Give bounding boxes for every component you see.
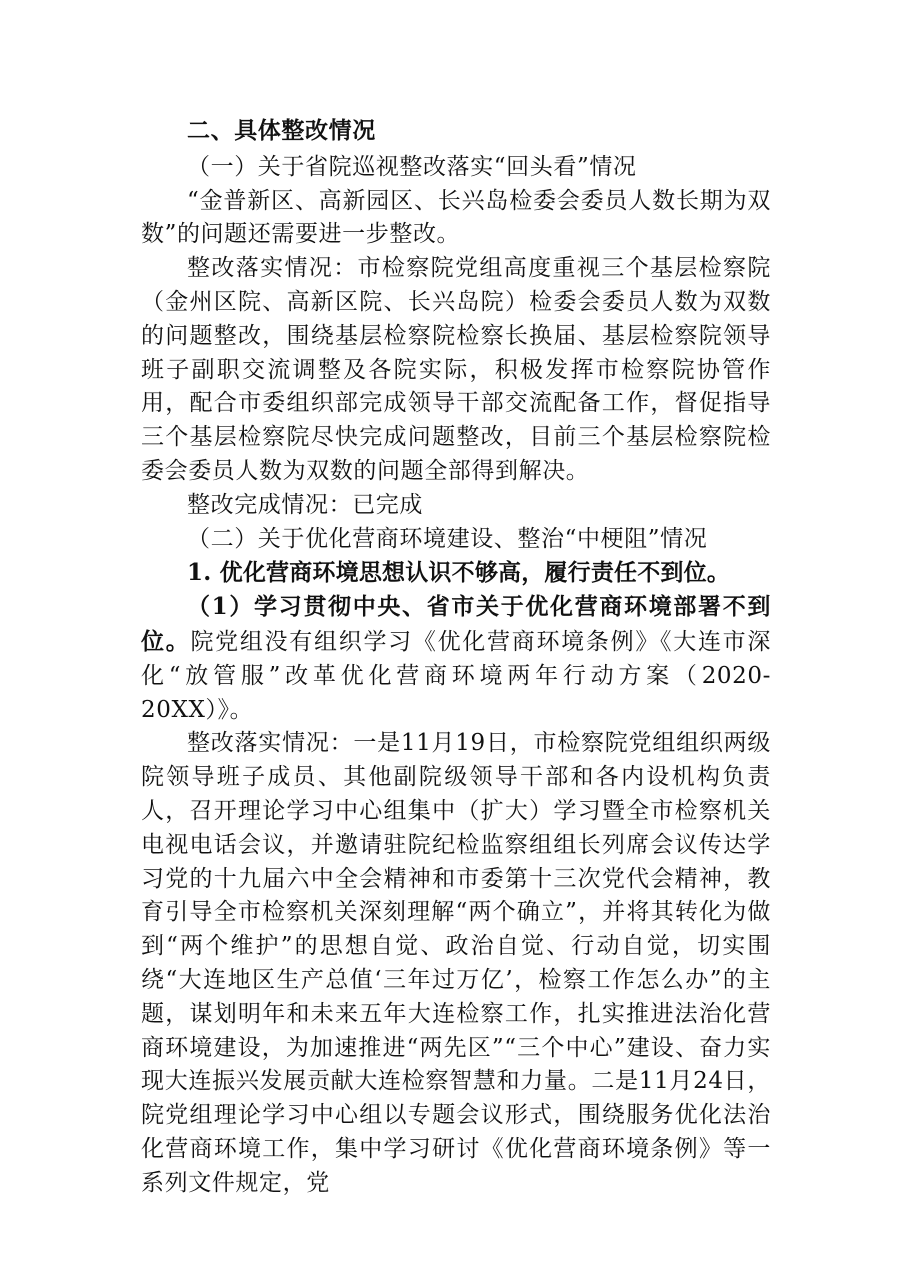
point-1-1-title: （1）学习贯彻中央、省市关于优化营商环境部署不到位。 [141, 593, 771, 655]
completion-status-1: 整改完成情况：已完成 [187, 491, 423, 518]
document-body [141, 113, 771, 1201]
subsection-title-2: （二）关于优化营商环境建设、整治“中梗阻”情况 [187, 525, 708, 552]
point-1-1-paragraph [141, 590, 771, 727]
section-heading: 二、具体整改情况 [187, 118, 376, 144]
point-1-1-body: 院党组没有组织学习《优化营商环境条例》《大连市深化“放管服”改革优化营商环境两年行动方案（2020-20XX）》。 [141, 628, 771, 723]
issue-paragraph-1: “金普新区、高新园区、长兴岛检委会委员人数长期为双数”的问题还需要进一步整改。 [141, 187, 771, 248]
subsection-title-1: （一）关于省院巡视整改落实“回头看”情况 [187, 153, 637, 180]
rectification-paragraph-2: 整改落实情况：一是11月19日，市检察院党组组织两级院领导班子成员、其他副院级领导干部和各内设机构负责人，召开理论学习中心组集中（扩大）学习暨全市检察机关电视电话会议，并邀请驻院纪检监察组组长列席会议传达学习党的十九届六中全会精神和市委第十三次党代会精神，教育引导全市检察机关深刻理解“两个确立”，并将其转化为做到“两个维护”的思想自觉、政治自觉、行动自觉，切实围绕“大连地区生产总值‘三年过万亿’，检察工作怎么办”的主题，谋划明年和未来五年大连检察工作，扎实推进法治化营商环境建设，为加速推进“两先区”“三个中心”建设、奋力实现大连振兴发展贡献大连检察智慧和力量。二是11月24日，院党组理论学习中心组以专题会议形式，围绕服务优化法治化营商环境工作，集中学习研讨《优化营商环境条例》等一系列文件规定，党 [141, 730, 771, 1196]
point-1-title: 1. 优化营商环境思想认识不够高，履行责任不到位。 [187, 559, 731, 587]
rectification-paragraph-1: 整改落实情况：市检察院党组高度重视三个基层检察院（金州区院、高新区院、长兴岛院）检委会委员人数为双数的问题整改，围绕基层检察院检察长换届、基层检察院领导班子副职交流调整及各院实际，积极发挥市检察院协管作用，配合市委组织部完成领导干部交流配备工作，督促指导三个基层检察院尽快完成问题整改，目前三个基层检察院检委会委员人数为双数的问题全部得到解决。 [141, 255, 771, 484]
